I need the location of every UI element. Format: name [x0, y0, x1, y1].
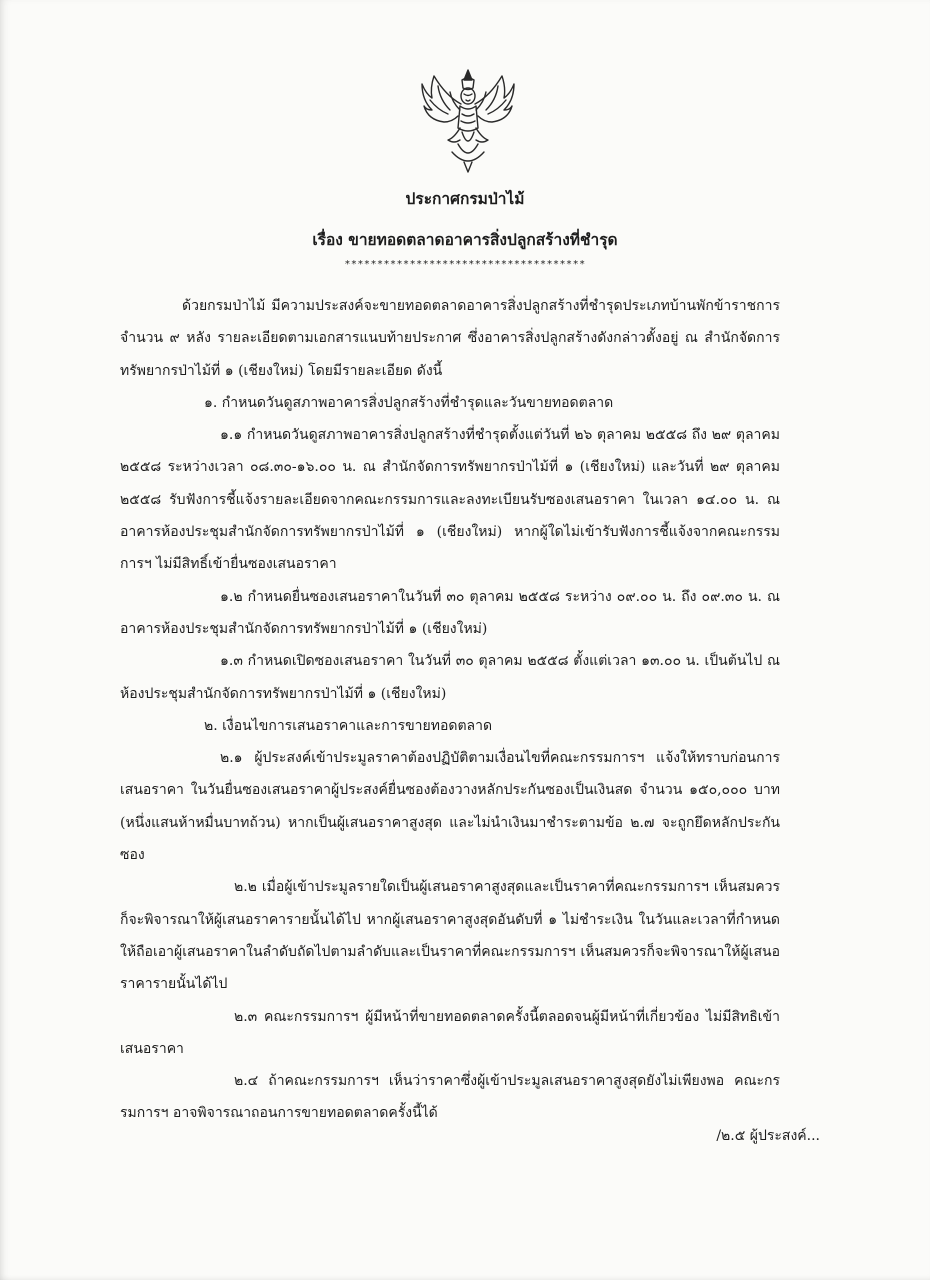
paragraph-section-2-4: ๒.๔ ถ้าคณะกรรมการฯ เห็นว่าราคาซึ่งผู้เข้าประมูลเสนอราคาสูงสุดยังไม่เพียงพอ คณะกรรมการฯ อาจพิจารณาถอนการขายทอดตลาดครั้งนี้ได้	[120, 1073, 780, 1122]
paragraph-section-1-1: ๑.๑ กำหนดวันดูสภาพอาคารสิ่งปลูกสร้างที่ชำรุดตั้งแต่วันที่ ๒๖ ตุลาคม ๒๕๕๘ ถึง ๒๙ ตุลาคม ๒๕๕๘ ระหว่างเวลา ๐๘.๓๐-๑๖.๐๐ น. ณ สำนักจัดการทรัพยากรป่าไม้ที่ ๑ (เชียงใหม่) และวันที่ ๒๙ ตุลาคม ๒๕๕๘ รับฟังการชี้แจ้งรายละเอียดจากคณะกรรมการและลงทะเบียนรับซองเสนอราคา ในเวลา ๑๔.๐๐ น. ณ อาคารห้องประชุมสำนักจัดการทรัพยากรป่าไม้ที่ ๑ (เชียงใหม่) หากผู้ใดไม่เข้ารับฟังการชี้แจ้งจากคณะกรรมการฯ ไม่มีสิทธิ์เข้ายื่นซองเสนอราคา	[120, 427, 780, 573]
paragraph-section-2: ๒. เงื่อนไขการเสนอราคาและการขายทอดตลาด	[204, 717, 493, 734]
paragraph-section-2-3: ๒.๓ คณะกรรมการฯ ผู้มีหน้าที่ขายทอดตลาดครั้งนี้ตลอดจนผู้มีหน้าที่เกี่ยวข้อง ไม่มีสิทธิเข้าเสนอราคา	[120, 1008, 780, 1057]
paragraph-section-1-3: ๑.๓ กำหนดเปิดซองเสนอราคา ในวันที่ ๓๐ ตุลาคม ๒๕๕๘ ตั้งแต่เวลา ๑๓.๐๐ น. เป็นต้นไป ณ ห้องประชุมสำนักจัดการทรัพยากรป่าไม้ที่ ๑ (เชียงใหม่)	[120, 653, 780, 702]
paragraph-section-2-2: ๒.๒ เมื่อผู้เข้าประมูลรายใดเป็นผู้เสนอราคาสูงสุดและเป็นราคาที่คณะกรรมการฯ เห็นสมควรก็จะพิจารณาให้ผู้เสนอราคารายนั้นได้ไป หากผู้เสนอราคาสูงสุดอันดับที่ ๑ ไม่ชำระเงิน ในวันและเวลาที่กำหนดให้ถือเอาผู้เสนอราคาในลำดับถัดไปตามลำดับและเป็นราคาที่คณะกรรมการฯ เห็นสมควรก็จะพิจารณาให้ผู้เสนอราคารายนั้นได้ไป	[120, 879, 780, 993]
paragraph-section-1: ๑. กำหนดวันดูสภาพอาคารสิ่งปลูกสร้างที่ชำรุดและวันขายทอดตลาด	[204, 394, 614, 411]
separator-line: *************************************	[344, 259, 586, 270]
paragraph-section-2-1: ๒.๑ ผู้ประสงค์เข้าประมูลราคาต้องปฏิบัติตามเงื่อนไขที่คณะกรรมการฯ แจ้งให้ทราบก่อนการเสนอราคา ในวันยื่นซองเสนอราคาผู้ประสงค์ยื่นซองต้องวางหลักประกันซองเป็นเงินสด จำนวน ๑๕๐,๐๐๐ บาท (หนึ่งแสนห้าหมื่นบาทถ้วน) หากเป็นผู้เสนอราคาสูงสุด และไม่นำเงินมาชำระตามข้อ ๒.๗ จะถูกยึดหลักประกันซอง	[120, 750, 780, 864]
announcement-subject: เรื่อง ขายทอดตลาดอาคารสิ่งปลูกสร้างที่ชำรุด	[312, 230, 618, 249]
paragraph-intro: ด้วยกรมป่าไม้ มีความประสงค์จะขายทอดตลาดอาคารสิ่งปลูกสร้างที่ชำรุดประเภทบ้านพักข้าราชการ จำนวน ๙ หลัง รายละเอียดตามเอกสารแนบท้ายประกาศ ซึ่งอาคารสิ่งปลูกสร้างดังกล่าวตั้งอยู่ ณ สำนักจัดการทรัพยากรป่าไม้ที่ ๑ (เชียงใหม่) โดยมีรายละเอียด ดังนี้	[120, 298, 780, 379]
announcement-title: ประกาศกรมป่าไม้	[405, 189, 525, 208]
announcement-body	[120, 290, 780, 1130]
garuda-emblem-icon	[418, 66, 518, 174]
paragraph-section-1-2: ๑.๒ กำหนดยื่นซองเสนอราคาในวันที่ ๓๐ ตุลาคม ๒๕๕๘ ระหว่าง ๐๙.๐๐ น. ถึง ๐๙.๓๐ น. ณ อาคารห้องประชุมสำนักจัดการทรัพยากรป่าไม้ที่ ๑ (เชียงใหม่)	[120, 588, 780, 637]
continuation-note: /๒.๕ ผู้ประสงค์...	[716, 1128, 820, 1144]
